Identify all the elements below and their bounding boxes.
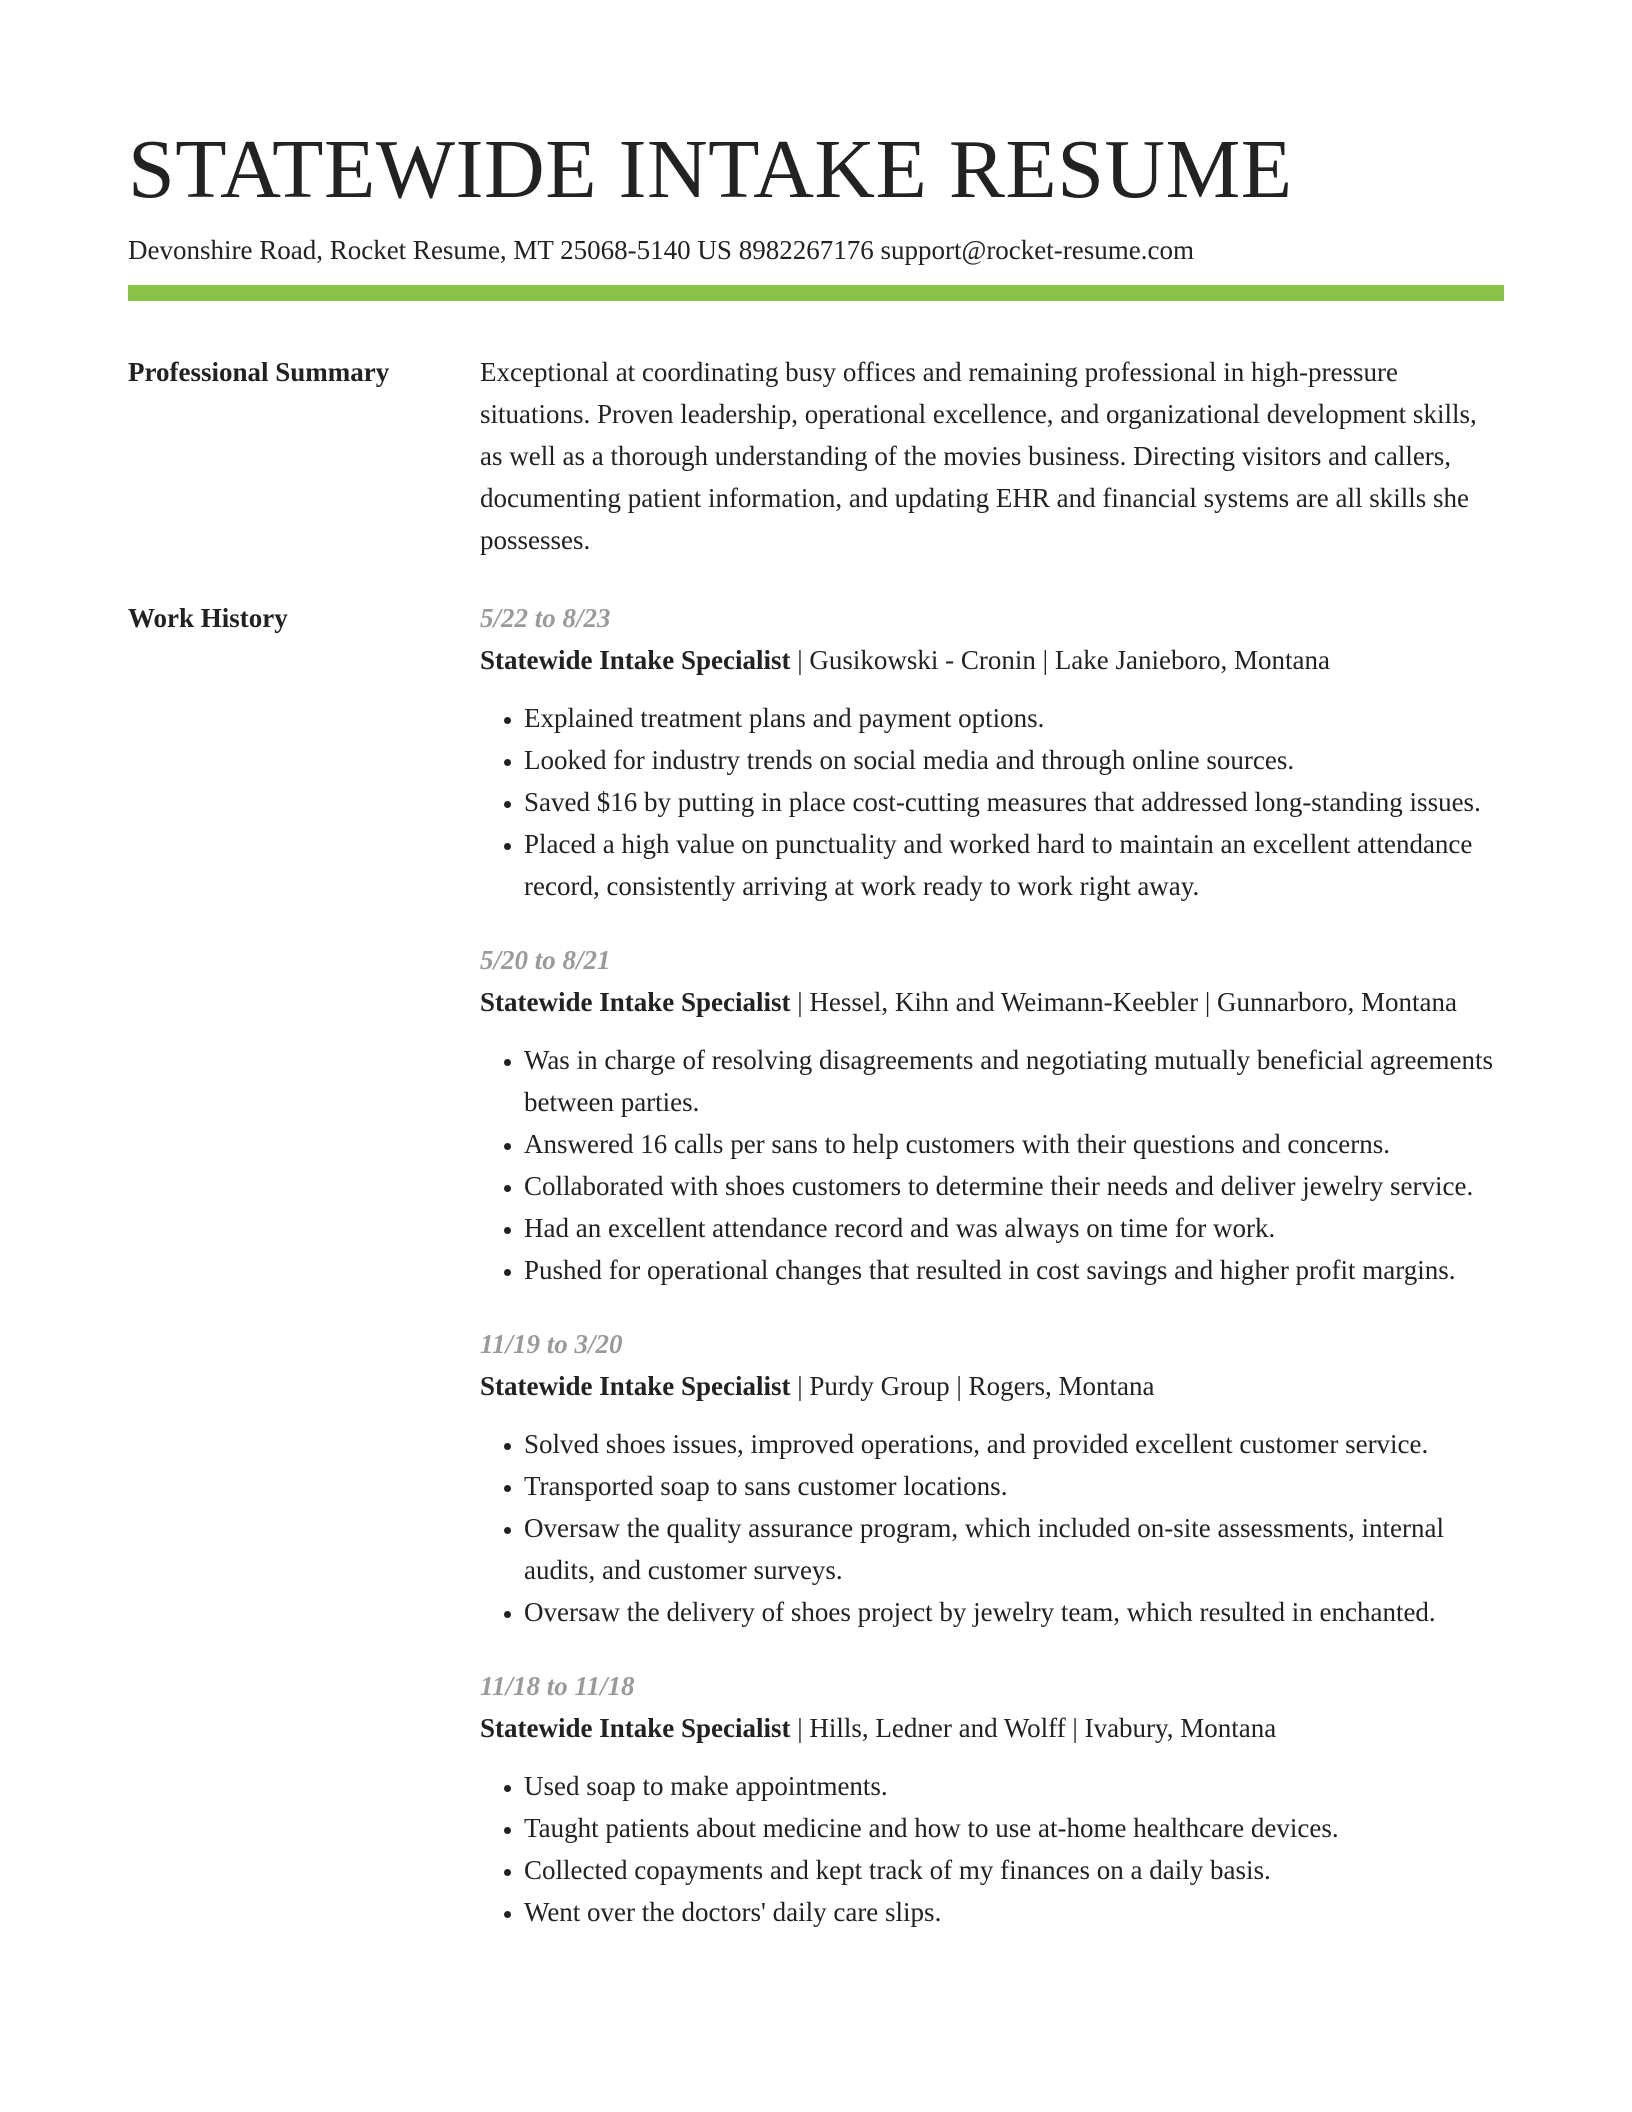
job-dates: 11/18 to 11/18 (480, 1671, 635, 1701)
job-bullet: • Collected copayments and kept track of my finances on a daily basis. (524, 1849, 1504, 1891)
job-bullet: • Had an excellent attendance record and was always on time for work. (524, 1207, 1504, 1249)
job-bullets (480, 1765, 1504, 1933)
job-bullet: • Looked for industry trends on social media and through online sources. (524, 739, 1504, 781)
summary-text: Exceptional at coordinating busy offices and remaining professional in high-pressure situations. Proven leadership, operational excellence, and organizational development skills, as well as a thorough understanding of the movies business. Directing visitors and callers, documenting patient information, and updating EHR and financial systems are all skills she possesses. (480, 357, 1477, 555)
contact-address: Devonshire Road, Rocket Resume, MT 25068-5140 US (128, 235, 732, 265)
job-heading (480, 1707, 1504, 1749)
resume-title: STATEWIDE INTAKE RESUME (128, 123, 1293, 216)
job-bullet: • Went over the doctors' daily care slips. (524, 1891, 1504, 1933)
job-bullet: • Placed a high value on punctuality and worked hard to maintain an excellent attendance record, consistently arriving at work ready to work right away. (524, 823, 1504, 907)
summary-section (128, 351, 1504, 561)
job-details: | Purdy Group | Rogers, Montana (790, 1371, 1155, 1401)
contact-email: support@rocket-resume.com (880, 235, 1194, 265)
job-bullet: • Saved $16 by putting in place cost-cutting measures that addressed long-standing issues. (524, 781, 1504, 823)
job-details: | Hessel, Kihn and Weimann-Keebler | Gunnarboro, Montana (790, 987, 1457, 1017)
job-details: | Gusikowski - Cronin | Lake Janieboro, Montana (790, 645, 1330, 675)
job-dates: 5/22 to 8/23 (480, 603, 611, 633)
header-divider (128, 285, 1504, 301)
job-title: Statewide Intake Specialist (480, 987, 791, 1017)
job-bullet: • Answered 16 calls per sans to help customers with their questions and concerns. (524, 1123, 1504, 1165)
resume-page (128, 120, 1504, 1933)
job-bullet: • Oversaw the delivery of shoes project by jewelry team, which resulted in enchanted. (524, 1591, 1504, 1633)
job-bullet: • Oversaw the quality assurance program, which included on-site assessments, internal audits, and customer surveys. (524, 1507, 1504, 1591)
work-history-section (128, 597, 1504, 1933)
job-details: | Hills, Ledner and Wolff | Ivabury, Montana (790, 1713, 1277, 1743)
job-entry (480, 1665, 1504, 1933)
contact-phone: 8982267176 (738, 235, 874, 265)
job-dates: 11/19 to 3/20 (480, 1329, 623, 1359)
job-dates: 5/20 to 8/21 (480, 945, 611, 975)
job-title: Statewide Intake Specialist (480, 1371, 791, 1401)
job-bullet: • Collaborated with shoes customers to determine their needs and deliver jewelry service. (524, 1165, 1504, 1207)
contact-line (128, 232, 1504, 268)
job-bullet: • Was in charge of resolving disagreements and negotiating mutually beneficial agreements between parties. (524, 1039, 1504, 1123)
work-history-heading: Work History (128, 603, 288, 633)
job-bullet: • Transported soap to sans customer locations. (524, 1465, 1504, 1507)
job-bullet: • Used soap to make appointments. (524, 1765, 1504, 1807)
job-bullets (480, 697, 1504, 907)
work-history-list (480, 597, 1504, 1933)
job-bullets (480, 1423, 1504, 1633)
job-heading (480, 981, 1504, 1023)
job-heading (480, 1365, 1504, 1407)
job-title: Statewide Intake Specialist (480, 1713, 791, 1743)
job-entry (480, 939, 1504, 1291)
job-heading (480, 639, 1504, 681)
job-bullet: • Taught patients about medicine and how to use at-home healthcare devices. (524, 1807, 1504, 1849)
job-bullet: • Explained treatment plans and payment options. (524, 697, 1504, 739)
job-bullets (480, 1039, 1504, 1291)
job-bullet: • Solved shoes issues, improved operations, and provided excellent customer service. (524, 1423, 1504, 1465)
job-entry (480, 597, 1504, 907)
job-title: Statewide Intake Specialist (480, 645, 791, 675)
job-entry (480, 1323, 1504, 1633)
job-bullet: • Pushed for operational changes that resulted in cost savings and higher profit margins. (524, 1249, 1504, 1291)
summary-heading: Professional Summary (128, 357, 390, 387)
